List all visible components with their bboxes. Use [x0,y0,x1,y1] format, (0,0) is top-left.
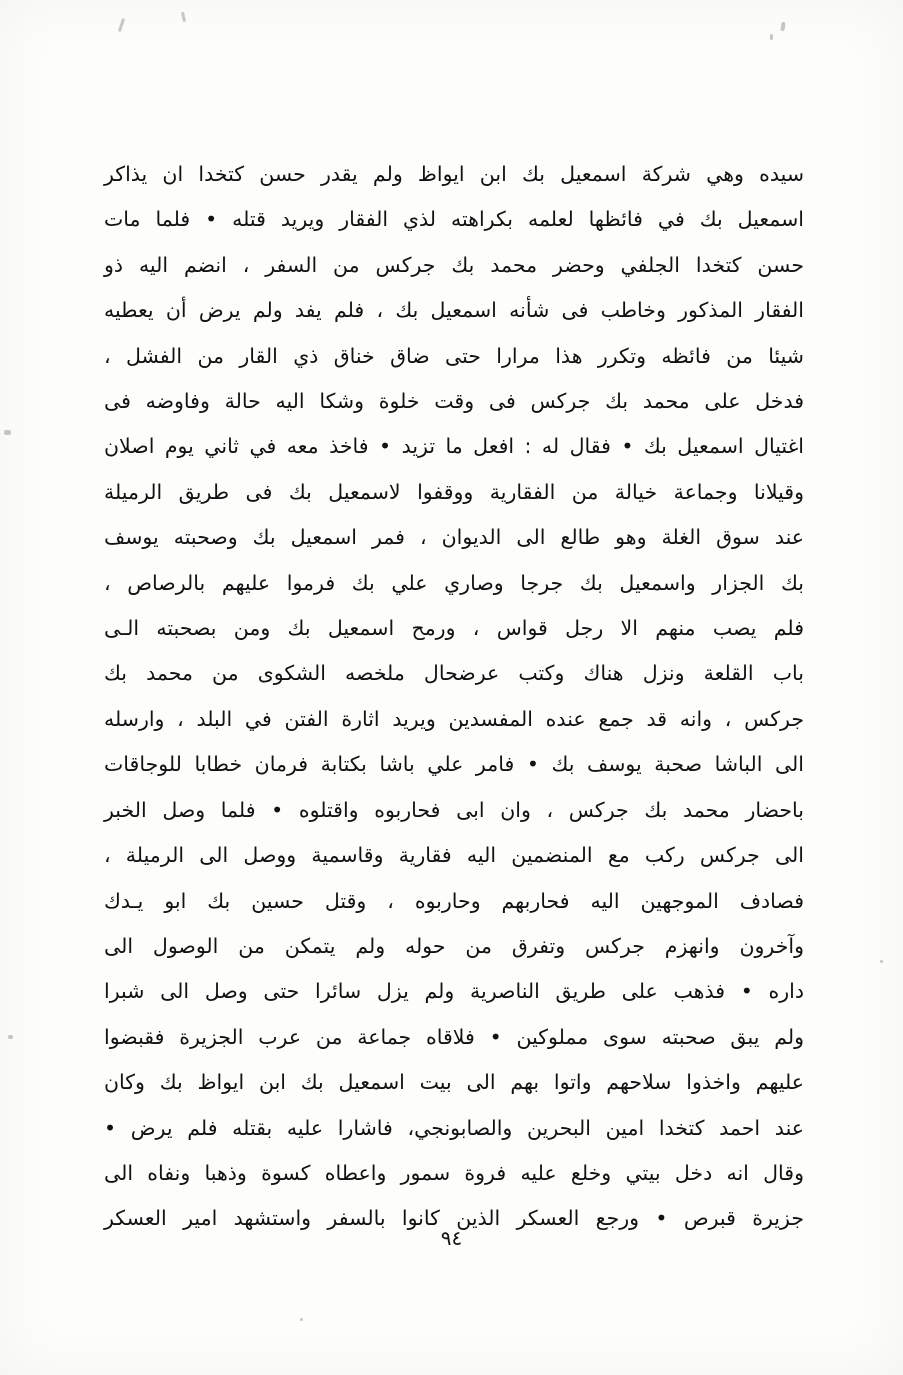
scan-artifact [181,12,186,22]
body-line: داره • فذهب على طريق الناصرية ولم يزل سائرا حتى وصل الى شبرا [104,979,804,1004]
scan-artifact [880,960,883,963]
body-line: ولم يبق صحبته سوى مملوكين • فلاقاه جماعة من عرب الجزيرة فقبضوا [104,1024,804,1049]
body-line: جزيرة قبرص • ورجع العسكر الذين كانوا بالسفر واستشهد امير العسكر [104,1206,804,1231]
body-line: الفقار المذكور وخاطب فى شأنه اسمعيل بك ، فلم يفد ولم يرض أن يعطيه [104,298,804,323]
body-line: فلم يصب منهم الا رجل قواس ، ورمح اسمعيل بك ومن بصحبته الـى [104,616,804,641]
body-line: اغتيال اسمعيل بك • فقال له : افعل ما تزيد • فاخذ معه في ثاني يوم اصلان [104,434,804,459]
body-line: باب القلعة ونزل هناك وكتب عرضحال ملخصه الشكوى من محمد بك [104,661,804,686]
page-number: ٩٤ [440,1226,463,1250]
scan-artifact [770,34,773,40]
body-line: الى الباشا صحبة يوسف بك • فامر علي باشا بكتابة فرمان خطابا للوجاقات [104,752,804,777]
body-line: سيده وهي شركة اسمعيل بك ابن ايواظ ولم يقدر حسن كتخدا ان يذاكر [104,162,804,186]
body-line: اسمعيل بك في فائظها لعلمه بكراهته لذي الفقار ويريد قتله • فلما مات [104,207,804,232]
body-line: شيئا من فائظه وتكرر هذا مرارا حتى ضاق خناق ذي القار من الفشل ، [104,343,804,368]
page-body-text [104,152,804,1242]
body-line: وآخرون وانهزم جركس وتفرق من حوله ولم يتمكن من الوصول الى [104,933,804,958]
scan-artifact [4,430,11,435]
body-line: وقيلانا وجماعة خيالة من الفقارية ووقفوا لاسمعيل بك فى طريق الرميلة [104,479,804,504]
body-line: وقال انه دخل بيتي وخلع عليه فروة سمور واعطاه كسوة وذهبا ونفاه الى [104,1160,804,1185]
body-line: عند احمد كتخدا امين البحرين والصابونجي، فاشارا عليه بقتله فلم يرض • [104,1115,804,1140]
scan-artifact [300,1318,303,1321]
body-line: عليهم واخذوا سلاحهم واتوا بهم الى بيت اسمعيل بك ابن ايواظ بك وكان [104,1070,804,1095]
body-line: جركس ، وانه قد جمع عنده المفسدين ويريد اثارة الفتن في البلد ، وارسله [104,706,804,731]
body-line: حسن كتخدا الجلفي وحضر محمد بك جركس من السفر ، انضم اليه ذو [104,252,804,277]
body-line: الى جركس ركب مع المنضمين اليه فقارية وقاسمية ووصل الى الرميلة ، [104,843,804,868]
scan-artifact [8,1035,13,1039]
body-line: عند سوق الغلة وهو طالع الى الديوان ، فمر اسمعيل بك وصحبته يوسف [104,525,804,550]
body-line: بك الجزار واسمعيل بك جرجا وصاري علي بك فرموا عليهم بالرصاص ، [104,570,804,595]
body-line: باحضار محمد بك جركس ، وان ابى فحاربوه واقتلوه • فلما وصل الخبر [104,797,804,822]
body-line: فصادف الموجهين اليه فحاربهم وحاربوه ، وقتل حسين بك ابو يـدك [104,888,804,913]
scan-artifact [118,18,125,32]
scan-artifact [780,22,785,31]
body-line: فدخل على محمد بك جركس فى وقت خلوة وشكا اليه حالة وفاوضه فى [104,389,804,414]
